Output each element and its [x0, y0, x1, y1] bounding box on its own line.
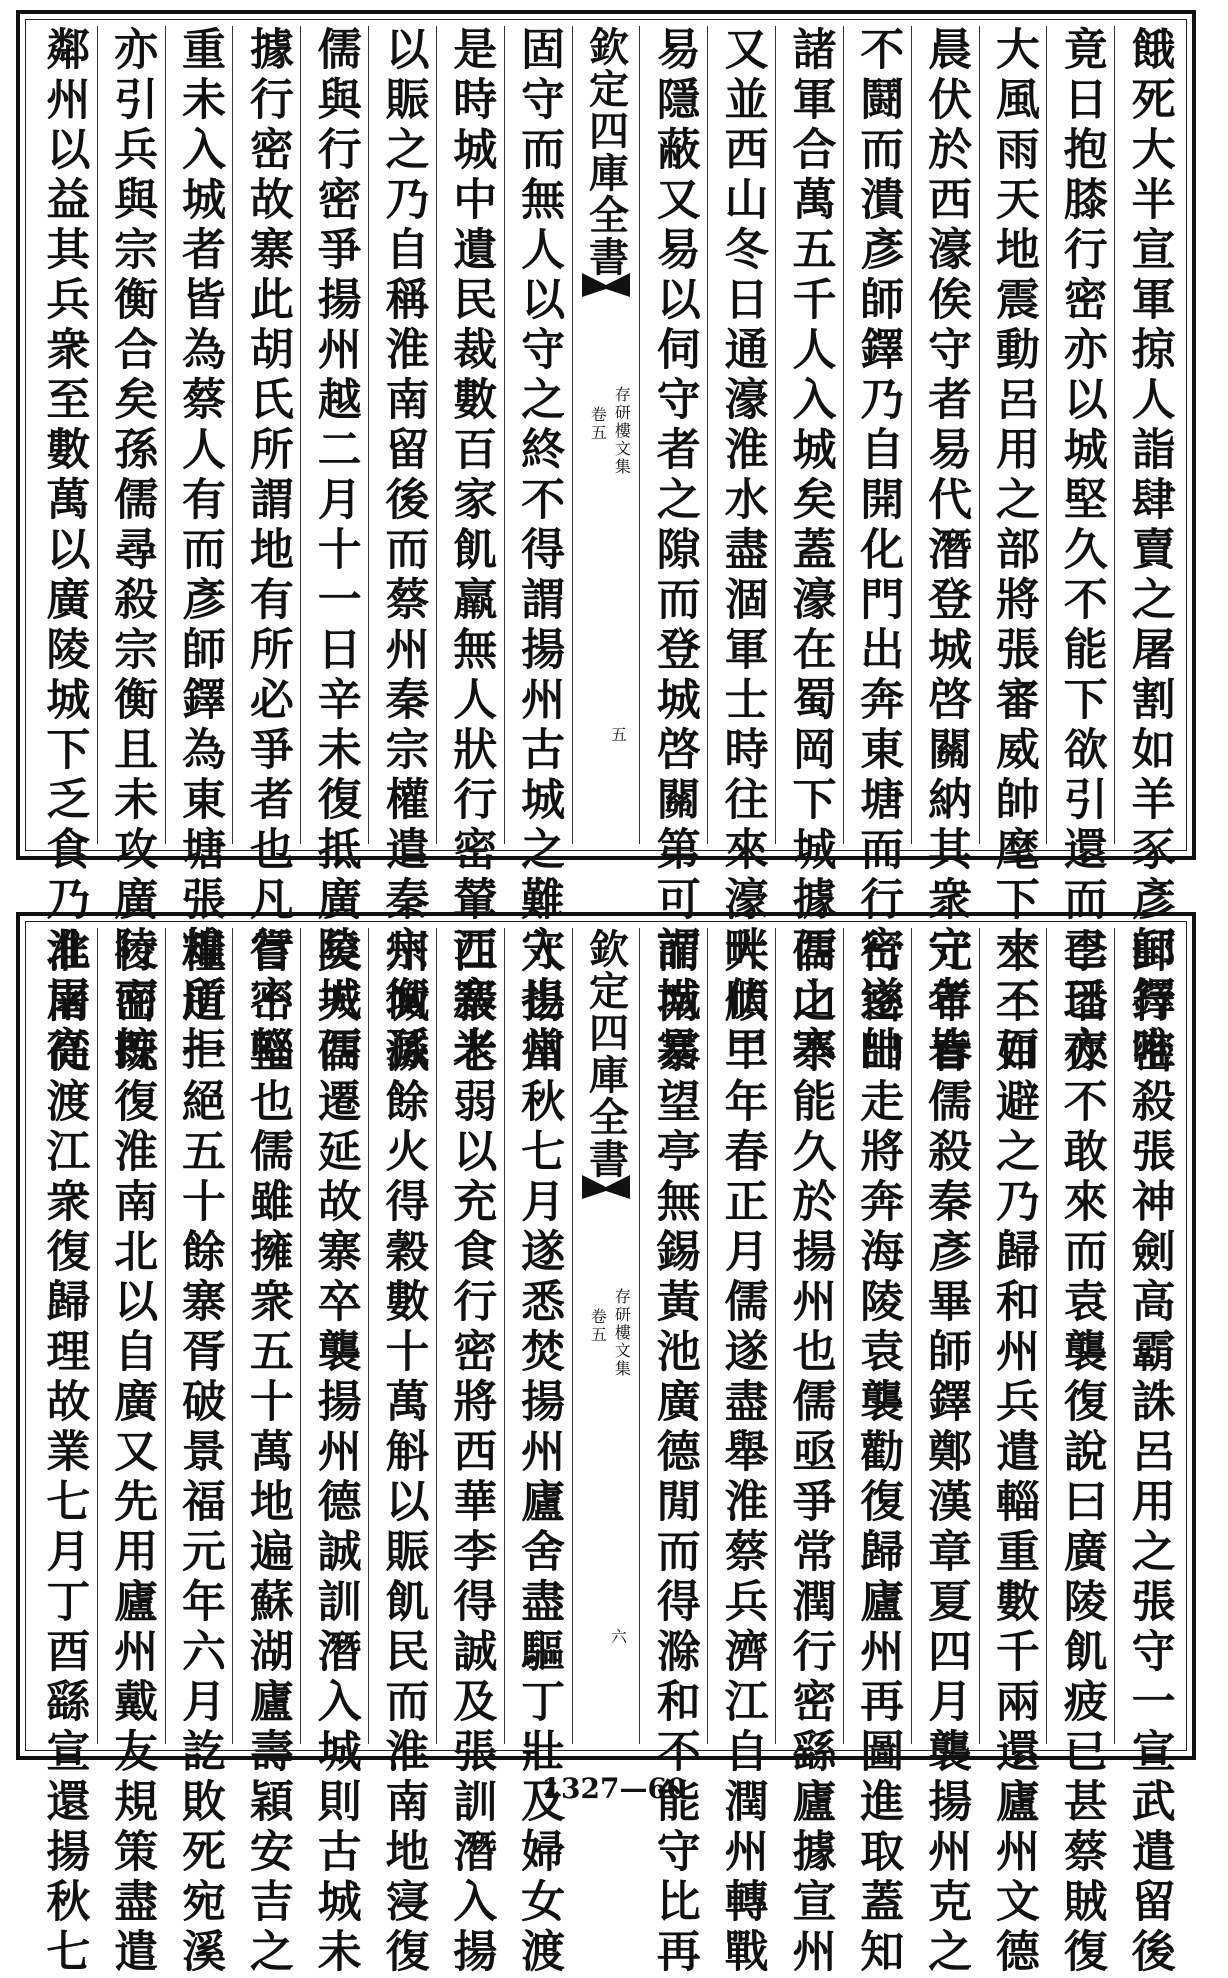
- text-column: 是時城中遺民裁數百家飢羸無人狀行密輦西寨米: [436, 26, 504, 844]
- text-column: 以賑之乃自稱淮南留後而蔡州秦宗權遣秦宗衡孫: [368, 26, 436, 844]
- text-column: 郵行密殺張神劍高霸誅呂用之張守一宣武遣留後: [1114, 928, 1182, 1744]
- text-column: 大風雨天地震動呂用之部將張審威帥麾下士三百: [979, 26, 1047, 844]
- text-column: 竟日抱膝行密亦以城堅久不能下欲引還而已已夜: [1046, 26, 1114, 844]
- text-column: 儒與行密爭揚州越二月十一日辛未復抵廣陵城西: [300, 26, 368, 844]
- text-column: 行密出走將奔海陵袁襲勸復歸廬州再圖進取蓋知: [843, 928, 911, 1744]
- text-column: 固守而無人以守之終不得謂揚州古城之難守也當: [504, 26, 572, 844]
- text-column: 入揚州秋七月遂悉焚揚州廬舍盡驅丁壯及婦女渡: [504, 928, 572, 1744]
- juan-label: 卷五: [588, 1308, 608, 1344]
- text-column: 據行密故寨此胡氏所謂地有所必爭者也凡行密輜: [232, 26, 300, 844]
- text-column: 嘗不堅也儒雖擁衆五十萬地遍蘇湖廬壽穎安吉之: [232, 928, 300, 1744]
- text-column: 晨伏於西濠俟守者易代潛登城啓關納其衆守者皆: [911, 26, 979, 844]
- text-column: 元年春儒殺秦彥畢師鐸鄭漢章夏四月襲揚州克之: [911, 928, 979, 1744]
- folio-number: 六: [608, 1628, 628, 1644]
- center-fold-column: [572, 928, 640, 1744]
- folio-number: 五: [608, 726, 628, 742]
- text-column: 矣夫儒遷延故寨卒襲揚州德誠訓潛入城則古城未: [300, 928, 368, 1744]
- text-column: 不鬪而潰彥師鐸乃自開化門出奔東塘而行密遂帥: [843, 26, 911, 844]
- text-column: 重未入城者皆為蔡人有而彥師鐸為東塘張雄所拒: [165, 26, 233, 844]
- center-fold-column: [572, 26, 640, 844]
- text-column: 又並西山冬日通濠淮水盡涸軍士時往來濠畔伏甲: [707, 26, 775, 844]
- fish-tail-mark-icon: [580, 271, 632, 299]
- juan-label: 卷五: [588, 406, 608, 442]
- text-column: 州城滅餘火得穀數十萬斛以賑飢民而淮南地寖復: [368, 928, 436, 1744]
- top-columns: [30, 26, 1182, 1076]
- book-title: 欽定四庫全書: [582, 928, 630, 1180]
- text-column: 淮南從渡江衆復歸理故業七月丁酉繇宣還揚秋七: [38, 928, 90, 1978]
- page-number-footer: 1327—60: [541, 1772, 687, 1805]
- text-column: 來不如避之乃歸和州兵遣輜重數千兩還廬州文德: [979, 928, 1047, 1744]
- sub-title: 存研樓文集: [612, 1288, 632, 1378]
- text-column: 餓死大半宣軍掠人詣肆賣之屠割如羊豕彥師鐸唯: [1114, 26, 1182, 844]
- text-column: 易隱蔽又易以伺守者之隙而登城啓關第可謂城易: [639, 26, 707, 844]
- text-column: 諸軍合萬五千人入城矣蓋濠在蜀岡下城據西山寨: [775, 26, 843, 844]
- text-column: 江殺老弱以充食行密將西華李得誠及張訓潛入揚: [436, 928, 504, 1744]
- fish-tail-mark-icon: [580, 1173, 632, 1201]
- text-column: 儒之不能久於揚州也儒亟爭常潤行密繇廬據宣州: [775, 928, 843, 1744]
- book-title: 欽定四庫全書: [582, 26, 630, 278]
- text-column: 亦引兵與宗衡合矣孫儒尋殺宗衡且未攻廣陵而掠: [97, 26, 165, 844]
- top-page-frame: [16, 10, 1196, 1076]
- text-column: 行密既復淮南北以自廣又先用廬州戴友規策盡遣: [97, 928, 165, 1744]
- sub-title: 存研樓文集: [612, 386, 632, 476]
- text-column: 鄰州以益其兵衆至數萬以廣陵城下乏食乃北屠高: [38, 26, 90, 1076]
- text-column: 李璠亦不敢來而袁襲復說曰廣陵飢疲已甚蔡賊復: [1046, 928, 1114, 1744]
- text-column: 而南寨望亭無錫黃池廣德閒而得滁和不能守比再: [639, 928, 707, 1744]
- text-column: 糧道一絕五十餘寨胥破景福元年六月訖敗死宛溪: [165, 928, 233, 1744]
- text-column: 大順二年春正月儒遂盡舉淮蔡兵濟江自潤州轉戰: [707, 928, 775, 1744]
